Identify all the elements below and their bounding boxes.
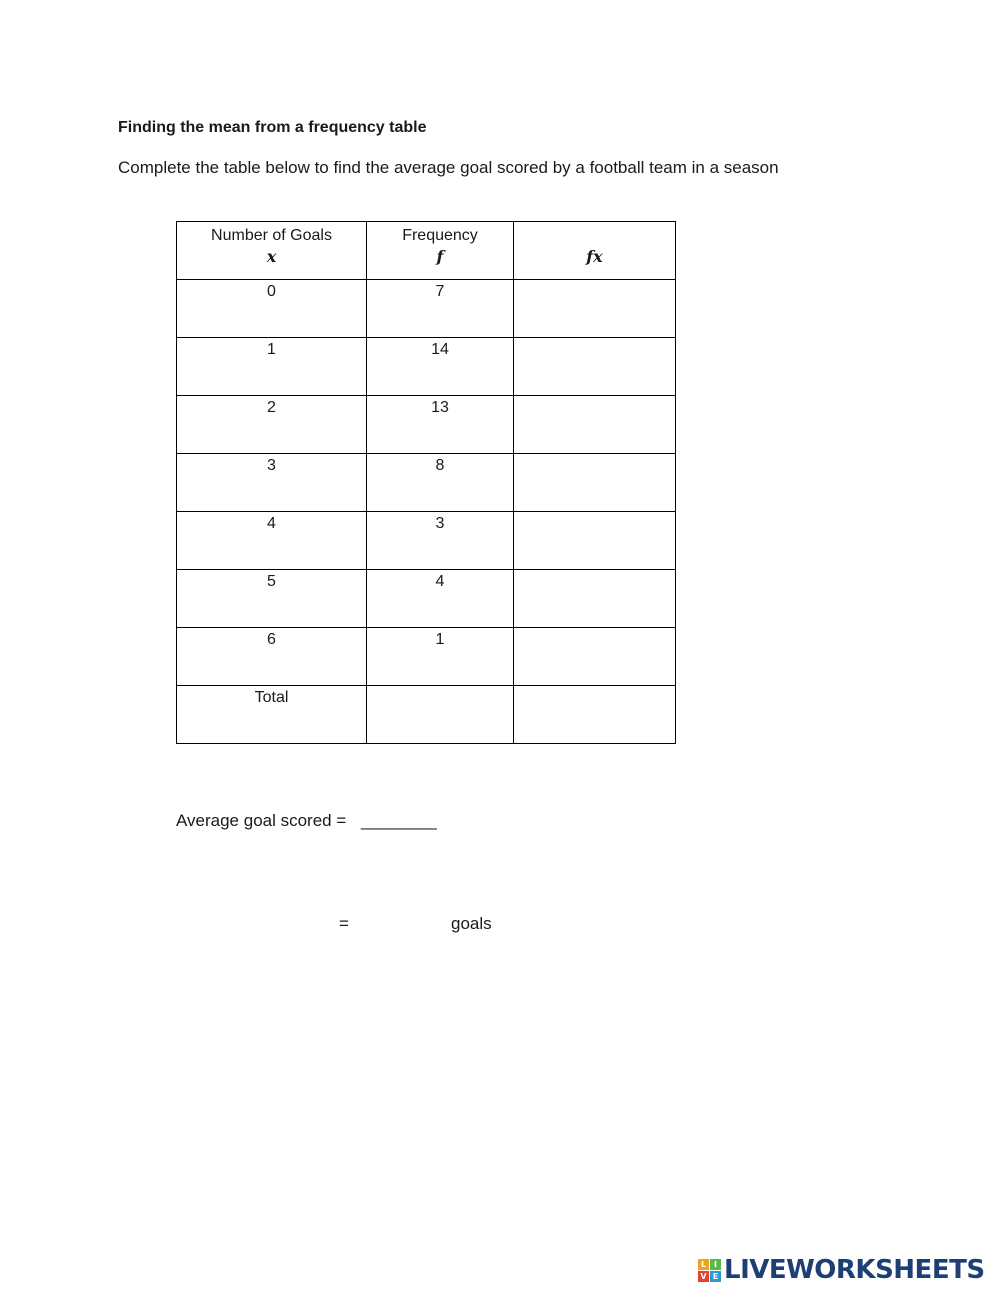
table-row [177,570,676,628]
instruction-text: Complete the table below to find the average goal scored by a football team in a season [118,158,779,177]
table-header-row [177,222,676,280]
cell-goals: 2 [177,396,367,454]
cell-fx-input[interactable] [514,512,676,570]
table-row [177,280,676,338]
cell-goals: 1 [177,338,367,396]
header-number-of-goals [177,222,367,280]
logo-block: I [710,1259,721,1270]
cell-fx-input[interactable] [514,628,676,686]
cell-fx-input[interactable] [514,338,676,396]
goals-unit-label: goals [451,914,492,933]
worksheet-title: Finding the mean from a frequency table [118,119,427,136]
cell-frequency: 3 [367,512,514,570]
average-fraction-blank[interactable]: ________ [361,811,437,830]
header-symbol-fx: fx [586,247,603,266]
header-label: Frequency [402,227,478,244]
cell-frequency: 14 [367,338,514,396]
cell-goals: 5 [177,570,367,628]
cell-fx-input[interactable] [514,280,676,338]
cell-total-fx-input[interactable] [514,686,676,744]
table-total-row [177,686,676,744]
liveworksheets-logo [698,1255,985,1285]
header-frequency [367,222,514,280]
logo-text: LIVEWORKSHEETS [724,1255,985,1285]
cell-frequency: 4 [367,570,514,628]
table-row [177,454,676,512]
cell-goals: 6 [177,628,367,686]
cell-goals: 0 [177,280,367,338]
header-label: Number of Goals [211,227,332,244]
header-fx [514,222,676,280]
cell-goals: 3 [177,454,367,512]
cell-frequency: 1 [367,628,514,686]
logo-blocks-icon [698,1259,721,1282]
cell-frequency: 7 [367,280,514,338]
equals-sign: = [339,914,349,933]
logo-block: V [698,1271,709,1282]
cell-fx-input[interactable] [514,570,676,628]
table-row [177,628,676,686]
table-row [177,338,676,396]
logo-block: L [698,1259,709,1270]
cell-fx-input[interactable] [514,454,676,512]
header-symbol-x: x [266,247,277,266]
average-formula-line [176,811,437,831]
cell-total-frequency-input[interactable] [367,686,514,744]
average-label: Average goal scored = [176,811,347,830]
header-symbol-f: f [436,247,444,266]
cell-frequency: 13 [367,396,514,454]
cell-total-label: Total [177,686,367,744]
cell-fx-input[interactable] [514,396,676,454]
cell-frequency: 8 [367,454,514,512]
frequency-table [176,221,676,744]
cell-goals: 4 [177,512,367,570]
table-row [177,396,676,454]
logo-block: E [710,1271,721,1282]
table-row [177,512,676,570]
